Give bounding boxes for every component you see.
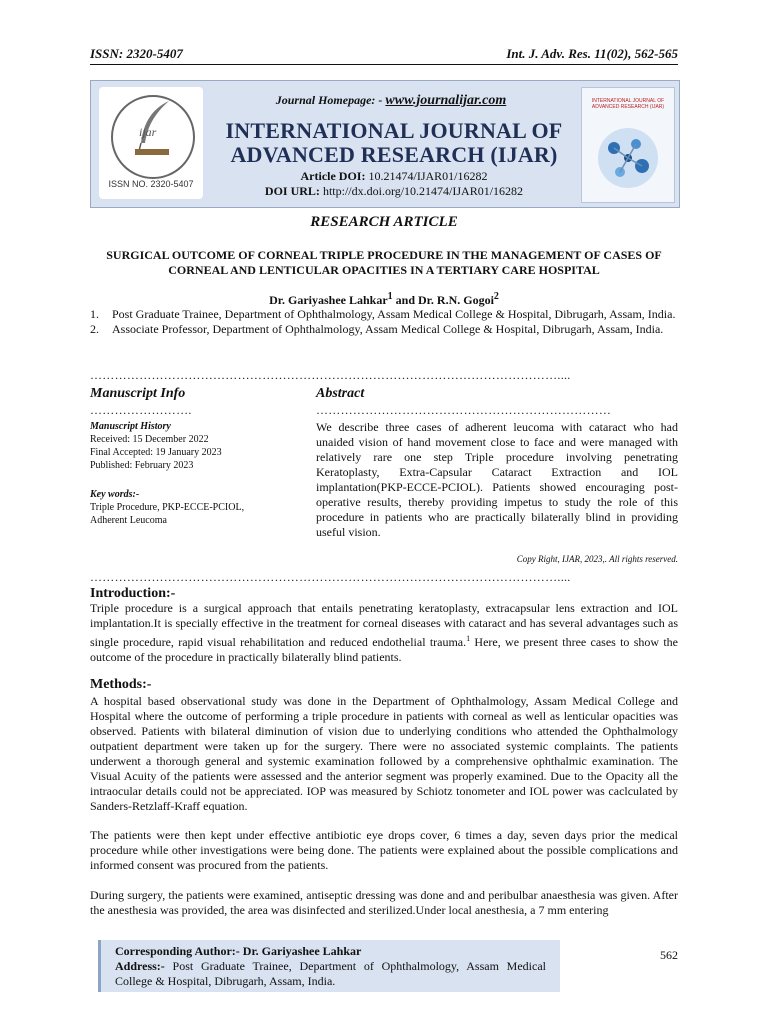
cover-title: INTERNATIONAL JOURNAL OF ADVANCED RESEARCH (IJAR) [591, 98, 665, 110]
manuscript-history [90, 420, 300, 472]
dotted-divider: …………………………………………………………………………………………………….... [90, 368, 571, 382]
issn-label: ISSN: 2320-5407 [90, 46, 183, 61]
affiliation-item [90, 307, 678, 321]
author-2: Dr. R.N. Gogoi [418, 293, 494, 307]
affiliation-text: Post Graduate Trainee, Department of Ophthalmology, Assam Medical College & Hospital, Dibrugarh, Assam, India. [112, 307, 676, 321]
intro-text-b: Here, we present three cases to show the outcome of the procedure in practically bilaterally blind patients. [90, 635, 678, 664]
journal-banner [90, 80, 680, 208]
page-number: 562 [660, 948, 678, 962]
abstract-text: We describe three cases of adherent leucoma with cataract who had unaided vision of hand movement close to face and were managed with relatively rare one step Triple procedure involving penetrating Keratoplasty, Extra-Capsular Cataract Extraction and IOL implantation(PKP-ECCE-PCIOL). Patients showed encouraging post-operative results, thereby providing impetus to study the role of this procedure in patients who are practically bilaterally blind in providing useful vision. [316, 420, 678, 539]
methods-paragraph-1: A hospital based observational study was done in the Department of Ophthalmology, Assam Medical College and Hospital where the outcome of performing a triple procedure in patients with corneal as well as lenticular opacities was observed. Patients with bilateral diminution of vision due to underlying conditions who attended the Ophthalmology outpatient department were taken up for the surgery. There were no associated systemic complaints. The patients underwent a thorough general and systemic examination followed by a comprehensive ophthalmic examination. The Visual Acuity of the patients were assessed and the anterior segment was properly examined. Due to the Opacity all the intraocular details could not be appreciated. IOP was measured by Schiotz tonometer and IOL power was caclculated by Sanders-Retzlaff-Kraff equation. [90, 694, 678, 813]
article-type: RESEARCH ARTICLE [310, 214, 458, 230]
author-1-sup: 1 [387, 291, 393, 302]
journal-homepage [211, 93, 571, 109]
received-date: Received: 15 December 2022 [90, 434, 209, 445]
abstract-heading: Abstract [316, 386, 365, 401]
dotted-divider: …………………………………………………………………………………………………….... [90, 570, 571, 584]
copyright-notice: Copy Right, IJAR, 2023,. All rights reserved. [516, 554, 678, 564]
journal-title-line-2: ADVANCED RESEARCH (IJAR) [230, 142, 558, 167]
published-date: Published: February 2023 [90, 460, 194, 471]
intro-text-a: Triple procedure is a surgical approach that entails penetrating keratoplasty, extracapsular lens extraction and IOL implantation.It is specially effective in the treatment for corneal diseases with cataract and has several advantages such as single procedure, rapid visual rehabilitation and reduced endothelial trauma. [90, 601, 678, 649]
corresponding-author-box [98, 940, 560, 992]
corresponding-author: Corresponding Author:- Dr. Gariyashee Lahkar [115, 944, 362, 958]
affiliation-number: 2. [90, 322, 99, 336]
intro-ref: 1 [466, 634, 471, 643]
author-2-sup: 2 [493, 291, 499, 302]
author-join: and [392, 293, 419, 307]
affiliations [90, 307, 678, 337]
manuscript-dotted-divider: ……………………. [90, 403, 192, 417]
homepage-prefix: Journal Homepage: - [275, 93, 383, 107]
paper-title: SURGICAL OUTCOME OF CORNEAL TRIPLE PROCEDURE IN THE MANAGEMENT OF CASES OF CORNEAL AND LENTICULAR OPACITIES IN A TERTIARY CARE HOSPITAL [106, 248, 662, 277]
methods-heading: Methods:- [90, 677, 152, 692]
journal-title [209, 119, 579, 167]
molecule-icon [590, 118, 666, 196]
journal-logo [99, 87, 203, 199]
manuscript-info-heading: Manuscript Info [90, 386, 186, 401]
author-1: Dr. Gariyashee Lahkar [269, 293, 388, 307]
citation-label: Int. J. Adv. Res. 11(02), 562-565 [506, 46, 678, 61]
methods-paragraph-3: During surgery, the patients were examined, antiseptic dressing was done and and peribulbar anaesthesia was given. After the anesthesia was provided, the area was disinfected and sterilized.Under local anesthesia, a 7 mm entering [90, 888, 678, 917]
methods-paragraph-2: The patients were then kept under effective antibiotic eye drops cover, 6 times a day, seven days prior the medical procedure while other investigations were being done. The patients were explained about the possible complications and informed consent was procured from the patients. [90, 828, 678, 872]
abstract-dotted-divider: ……………………………………………………………… [316, 403, 612, 417]
running-header [90, 46, 678, 65]
keywords-label: Key words:- [90, 489, 140, 500]
logo-issn: ISSN NO. 2320-5407 [108, 179, 194, 189]
doi-block [209, 169, 579, 199]
doi-url-label: DOI URL: [264, 184, 320, 198]
introduction-paragraph [90, 601, 678, 665]
author-line [90, 291, 678, 308]
address-label: Address:- [115, 959, 165, 973]
journal-cover-image [581, 87, 675, 203]
logo-text: ijar [139, 125, 157, 139]
doi-label: Article DOI: [300, 169, 366, 183]
accepted-date: Final Accepted: 19 January 2023 [90, 447, 222, 458]
affiliation-text: Associate Professor, Department of Ophthalmology, Assam Medical College & Hospital, Dibrugarh, Assam, India. [112, 322, 664, 336]
keywords-block [90, 488, 280, 527]
address-text: Post Graduate Trainee, Department of Ophthalmology, Assam Medical College & Hospital, Dibrugarh, Assam, India. [115, 959, 546, 988]
journal-title-line-1: INTERNATIONAL JOURNAL OF [225, 118, 563, 143]
introduction-heading: Introduction:- [90, 586, 176, 601]
keywords-text: Triple Procedure, PKP-ECCE-PCIOL, Adherent Leucoma [90, 502, 245, 526]
affiliation-number: 1. [90, 307, 99, 321]
homepage-link[interactable]: www.journalijar.com [385, 93, 507, 108]
affiliation-item [90, 322, 678, 336]
doi-value: 10.21474/IJAR01/16282 [368, 169, 488, 183]
doi-url-link[interactable]: http://dx.doi.org/10.21474/IJAR01/16282 [322, 184, 524, 198]
history-label: Manuscript History [90, 421, 171, 432]
